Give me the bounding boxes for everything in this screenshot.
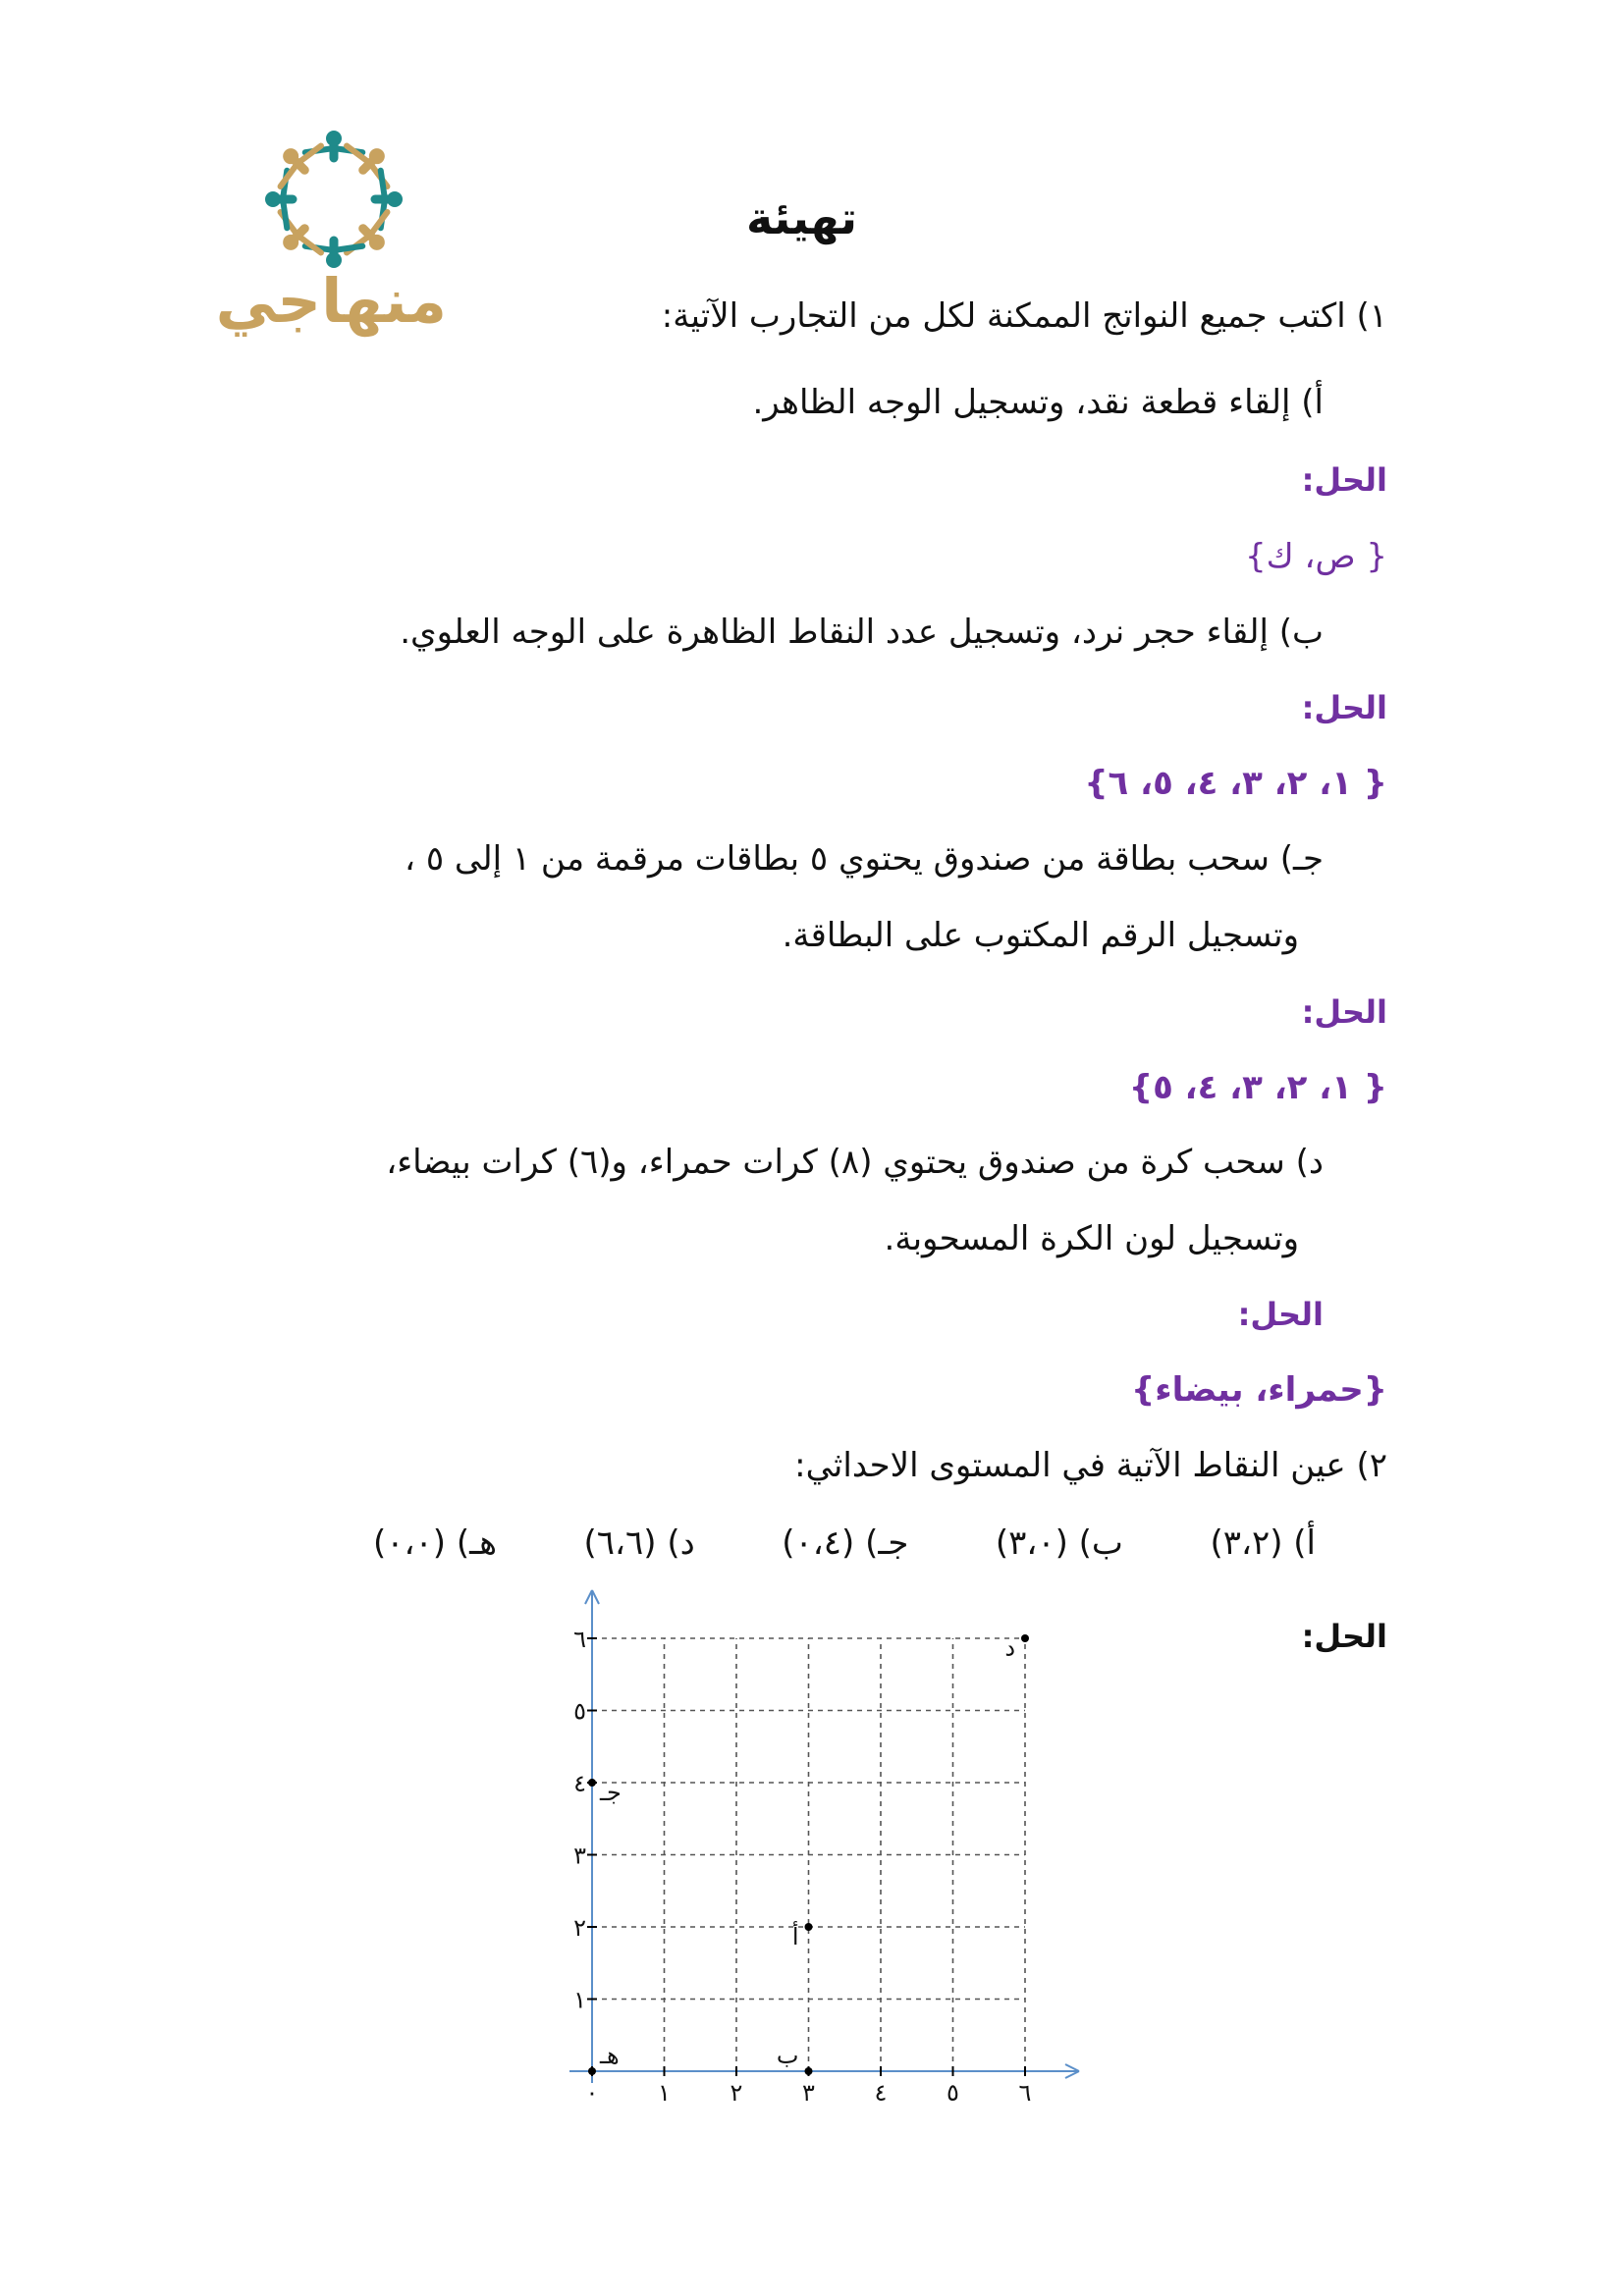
point-label: جـ [600, 1779, 622, 1806]
q2-solution-label: الحل: [1301, 1618, 1387, 1655]
q2-points-row [373, 1523, 1316, 1563]
point-marker [1021, 1634, 1029, 1642]
y-tick-label: ٣ [573, 1842, 586, 1870]
q2-point-a: أ) (٣،٢) [1210, 1523, 1316, 1563]
q2-prompt: ٢) عين النقاط الآتية في المستوى الاحداثي: [794, 1446, 1387, 1485]
y-tick-label: ٤ [573, 1770, 586, 1797]
q1c-text-line2: وتسجيل الرقم المكتوب على البطاقة. [782, 916, 1299, 955]
point-marker [588, 2067, 596, 2075]
page-title: تهيئة [745, 191, 858, 244]
x-tick-label: ٦ [1018, 2079, 1032, 2107]
q1d-text-line1: د) سحب كرة من صندوق يحتوي (٨) كرات حمراء، و(٦) كرات بيضاء، [386, 1143, 1324, 1182]
q2-point-b: ب) (٣،٠) [995, 1523, 1123, 1563]
q1c-text-line1: جـ) سحب بطاقة من صندوق يحتوي ٥ بطاقات مرقمة من ١ إلى ٥ ، [405, 839, 1324, 879]
point-label: ب [776, 2042, 799, 2069]
x-tick-label: ٣ [802, 2079, 815, 2107]
q1a-answer: { ص، ك} [1245, 537, 1387, 576]
q2-point-c: جـ) (٠،٤) [782, 1523, 909, 1563]
q1c-answer: { ١، ٢، ٣، ٤، ٥} [1128, 1068, 1387, 1107]
q1c-solution-label: الحل: [1301, 993, 1387, 1031]
q1a-solution-label: الحل: [1301, 461, 1387, 499]
q1a-text: أ) إلقاء قطعة نقد، وتسجيل الوجه الظاهر. [752, 383, 1324, 422]
y-tick-label: ٢ [573, 1914, 586, 1942]
x-tick-label: ٠ [585, 2079, 599, 2107]
logo-text: منهاجي [215, 265, 447, 337]
q1-prompt: ١) اكتب جميع النواتج الممكنة لكل من التجارب الآتية: [661, 296, 1387, 336]
point-marker [588, 1779, 596, 1787]
x-tick-label: ٥ [947, 2079, 959, 2107]
y-tick-label: ٥ [573, 1697, 586, 1726]
logo-figure [281, 146, 321, 187]
point-marker [805, 2067, 813, 2075]
point-label: هـ [600, 2042, 620, 2069]
q2-point-d: د) (٦،٦) [583, 1523, 695, 1563]
point-label: د [1004, 1634, 1015, 1662]
q1d-answer: {حمراء، بيضاء} [1131, 1370, 1387, 1410]
q2-point-e: هـ) (٠،٠) [373, 1523, 498, 1563]
coordinate-grid [560, 1582, 1090, 2112]
x-tick-label: ٢ [730, 2079, 743, 2107]
point-label: أ [791, 1923, 799, 1950]
x-tick-label: ٤ [874, 2079, 888, 2107]
q1b-text: ب) إلقاء حجر نرد، وتسجيل عدد النقاط الظاهرة على الوجه العلوي. [400, 613, 1324, 652]
q1b-solution-label: الحل: [1301, 689, 1387, 726]
q1d-solution-label: الحل: [1237, 1296, 1324, 1333]
q1d-text-line2: وتسجيل لون الكرة المسحوبة. [884, 1219, 1299, 1258]
x-tick-label: ١ [658, 2079, 671, 2107]
point-marker [805, 1923, 813, 1931]
y-tick-label: ٦ [573, 1626, 586, 1653]
q1b-answer: { ١، ٢، ٣، ٤، ٥، ٦} [1084, 764, 1387, 803]
y-tick-label: ١ [573, 1986, 586, 2014]
